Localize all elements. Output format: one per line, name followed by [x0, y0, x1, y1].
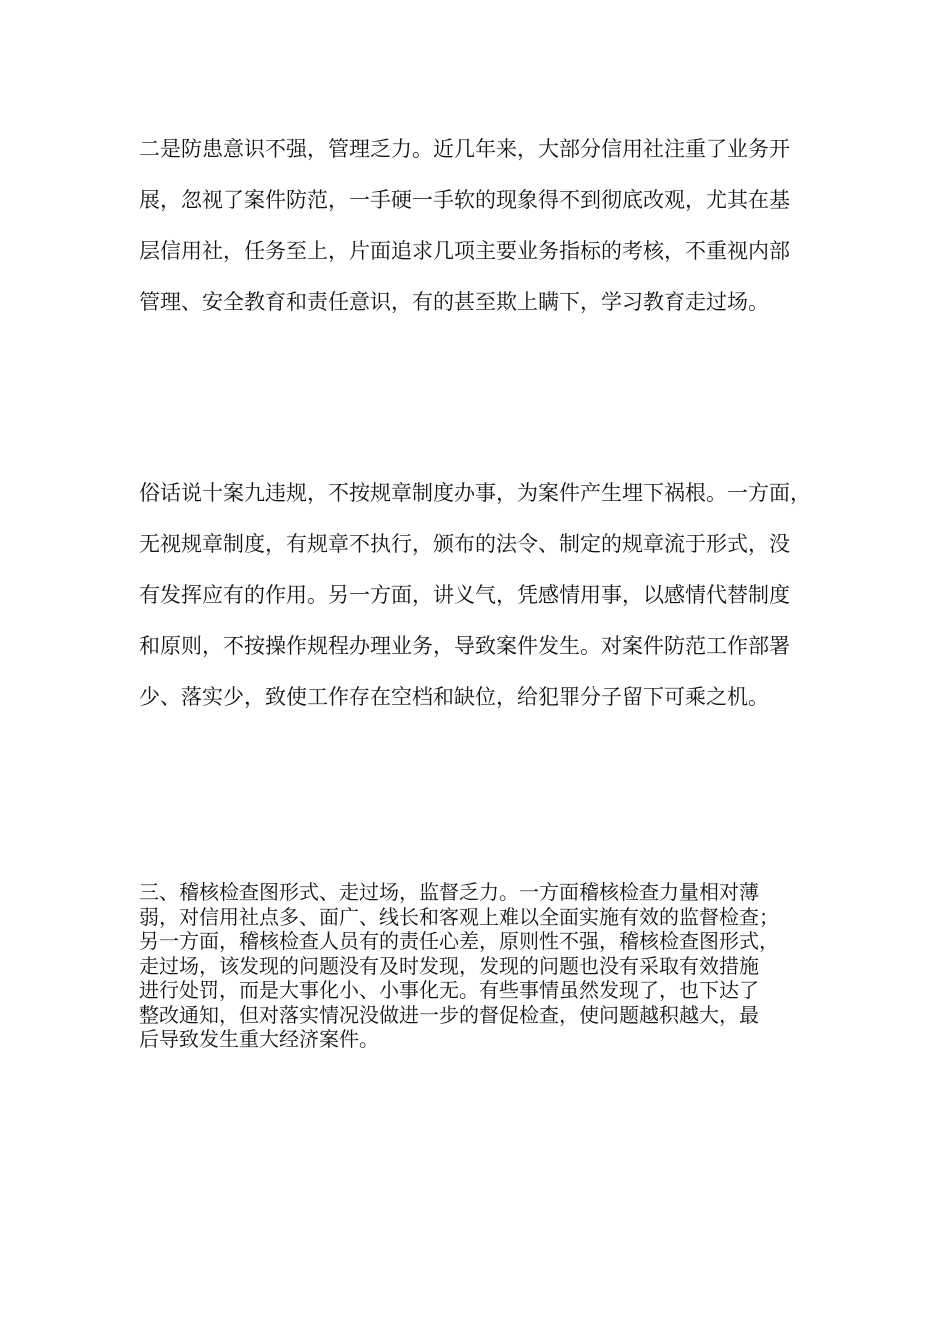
paragraph-line: 进行处罚，而是大事化小、小事化无。有些事情虽然发现了，也下达了 [139, 978, 759, 1002]
paragraph-line: 有发挥应有的作用。另一方面，讲义气，凭感情用事，以感情代替制度 [139, 583, 790, 607]
paragraph-line: 展，忽视了案件防范，一手硬一手软的现象得不到彻底改观，尤其在基 [139, 188, 790, 212]
paragraph-line: 少、落实少，致使工作存在空档和缺位，给犯罪分子留下可乘之机。 [139, 685, 769, 709]
paragraph-line: 二是防患意识不强，管理乏力。近几年来，大部分信用社注重了业务开 [139, 137, 790, 161]
paragraph-rule-violations [139, 468, 839, 723]
paragraph-line: 走过场，该发现的问题没有及时发现，发现的问题也没有采取有效措施 [139, 953, 759, 978]
paragraph-line: 弱，对信用社点多、面广、线长和客观上难以全面实施有效的监督检查； [139, 904, 779, 929]
paragraph-line: 整改通知，但对落实情况没做进一步的督促检查，使问题越积越大，最 [139, 1002, 759, 1027]
paragraph-line: 另一方面，稽核检查人员有的责任心差，原则性不强，稽核检查图形式， [139, 929, 779, 953]
paragraph-line: 无视规章制度，有规章不执行，颁布的法令、制定的规章流于形式，没 [139, 532, 790, 556]
paragraph-audit-weakness [139, 880, 839, 1052]
paragraph-line: 俗话说十案九违规，不按规章制度办事，为案件产生埋下祸根。一方面， [139, 481, 811, 505]
paragraph-line: 层信用社，任务至上，片面追求几项主要业务指标的考核，不重视内部 [139, 239, 790, 263]
paragraph-line: 后导致发生重大经济案件。 [139, 1027, 379, 1051]
paragraph-line: 三、稽核检查图形式、走过场，监督乏力。一方面稽核检查力量相对薄 [139, 880, 759, 904]
paragraph-management-weakness [139, 124, 839, 328]
paragraph-line: 和原则，不按操作规程办理业务，导致案件发生。对案件防范工作部署 [139, 634, 790, 658]
paragraph-line: 管理、安全教育和责任意识，有的甚至欺上瞒下，学习教育走过场。 [139, 290, 769, 314]
